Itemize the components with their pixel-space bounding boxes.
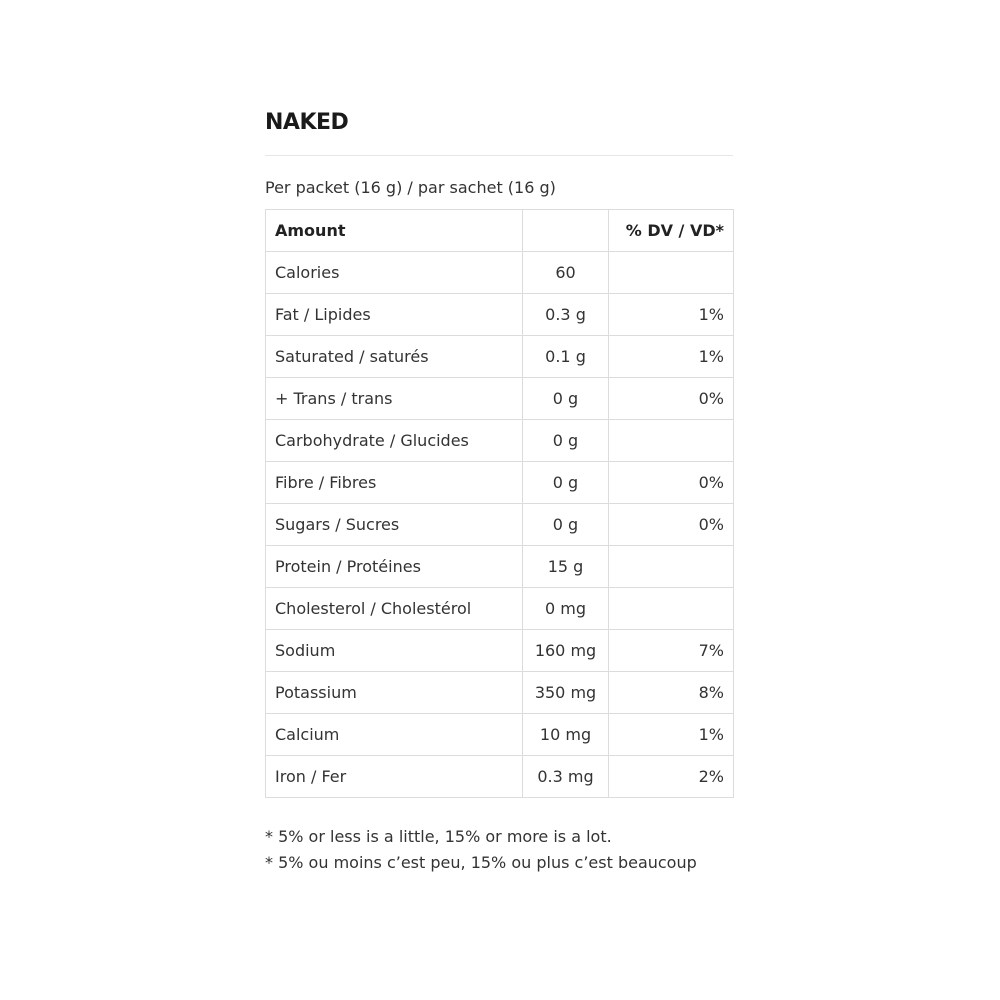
table-row xyxy=(266,294,734,336)
nutrient-dv xyxy=(609,588,734,630)
nutrient-amount: 0 g xyxy=(523,420,609,462)
table-row xyxy=(266,672,734,714)
table-row xyxy=(266,252,734,294)
nutrient-dv xyxy=(609,420,734,462)
nutrient-amount: 0 mg xyxy=(523,588,609,630)
table-row xyxy=(266,462,734,504)
header-amount: Amount xyxy=(266,210,523,252)
nutrient-name: Carbohydrate / Glucides xyxy=(266,420,523,462)
nutrient-amount: 0 g xyxy=(523,378,609,420)
nutrient-name: Cholesterol / Cholestérol xyxy=(266,588,523,630)
nutrient-dv: 0% xyxy=(609,462,734,504)
table-row xyxy=(266,714,734,756)
table-header-row xyxy=(266,210,734,252)
product-title: NAKED xyxy=(265,110,349,135)
nutrient-name: Calories xyxy=(266,252,523,294)
footnote-english: * 5% or less is a little, 15% or more is a lot. xyxy=(265,827,612,846)
table-row xyxy=(266,378,734,420)
title-divider xyxy=(265,155,733,156)
nutrient-dv: 0% xyxy=(609,504,734,546)
nutrient-amount: 0 g xyxy=(523,462,609,504)
nutrient-dv: 2% xyxy=(609,756,734,798)
nutrient-amount: 160 mg xyxy=(523,630,609,672)
nutrient-dv: 1% xyxy=(609,294,734,336)
table-row xyxy=(266,588,734,630)
nutrient-dv xyxy=(609,546,734,588)
header-daily-value: % DV / VD* xyxy=(609,210,734,252)
nutrient-dv: 8% xyxy=(609,672,734,714)
table-row xyxy=(266,336,734,378)
nutrient-name: Calcium xyxy=(266,714,523,756)
table-row xyxy=(266,504,734,546)
nutrient-amount: 350 mg xyxy=(523,672,609,714)
header-quantity xyxy=(523,210,609,252)
nutrient-name: Sodium xyxy=(266,630,523,672)
nutrient-amount: 15 g xyxy=(523,546,609,588)
footnote-french: * 5% ou moins c’est peu, 15% ou plus c’est beaucoup xyxy=(265,853,697,872)
nutrient-dv: 1% xyxy=(609,336,734,378)
nutrient-amount: 0.3 g xyxy=(523,294,609,336)
nutrient-amount: 0.1 g xyxy=(523,336,609,378)
nutrient-name: + Trans / trans xyxy=(266,378,523,420)
nutrient-dv: 7% xyxy=(609,630,734,672)
nutrient-name: Fat / Lipides xyxy=(266,294,523,336)
nutrient-name: Sugars / Sucres xyxy=(266,504,523,546)
nutrition-facts-table xyxy=(265,209,734,798)
footnotes xyxy=(265,824,733,876)
nutrient-rows xyxy=(266,252,734,798)
nutrient-amount: 60 xyxy=(523,252,609,294)
table-row xyxy=(266,546,734,588)
nutrient-dv: 1% xyxy=(609,714,734,756)
nutrient-name: Saturated / saturés xyxy=(266,336,523,378)
nutrition-panel xyxy=(265,108,733,876)
nutrient-dv xyxy=(609,252,734,294)
table-row xyxy=(266,420,734,462)
nutrient-name: Protein / Protéines xyxy=(266,546,523,588)
nutrient-amount: 0 g xyxy=(523,504,609,546)
serving-size: Per packet (16 g) / par sachet (16 g) xyxy=(265,178,556,197)
table-row xyxy=(266,630,734,672)
table-row xyxy=(266,756,734,798)
nutrient-name: Fibre / Fibres xyxy=(266,462,523,504)
nutrient-name: Potassium xyxy=(266,672,523,714)
nutrient-name: Iron / Fer xyxy=(266,756,523,798)
nutrient-dv: 0% xyxy=(609,378,734,420)
nutrient-amount: 10 mg xyxy=(523,714,609,756)
nutrient-amount: 0.3 mg xyxy=(523,756,609,798)
